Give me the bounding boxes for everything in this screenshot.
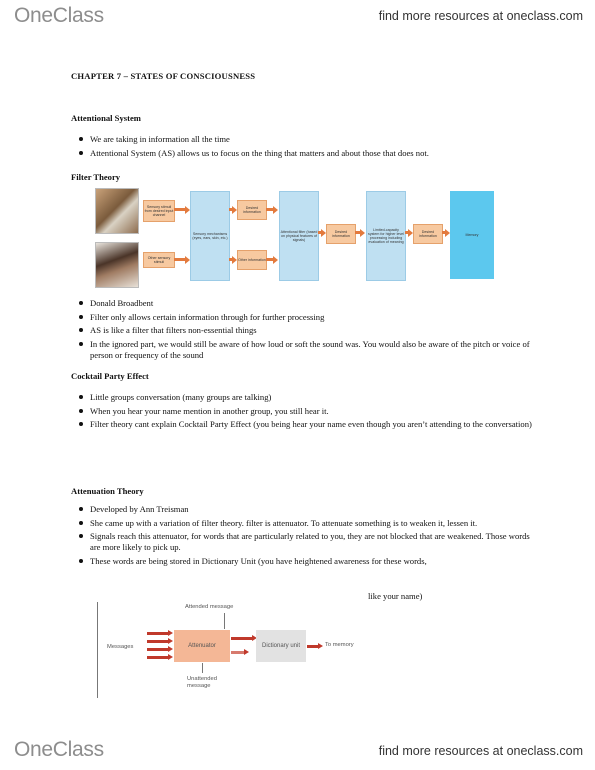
heading-cocktail-party: Cocktail Party Effect xyxy=(71,371,149,381)
arrow-icon xyxy=(147,640,169,643)
unattended-connector xyxy=(202,663,203,673)
list-item: Developed by Ann Treisman xyxy=(71,504,541,515)
memory-box: Memory xyxy=(450,191,494,279)
list-item: She came up with a variation of filter theory. filter is attenuator. To attenuate something is to weaken it, lessen it. xyxy=(71,518,541,529)
list-item: Attentional System (AS) allows us to focus on the thing that matters and about those that does not. xyxy=(71,148,541,159)
list-item: Filter only allows certain information through for further processing xyxy=(71,312,541,323)
heading-attentional-system: Attentional System xyxy=(71,113,141,123)
oneclass-logo-footer[interactable]: OneClass xyxy=(14,738,104,761)
attentional-filter-box: Attentional filter (based on physical features of signals) xyxy=(279,191,319,281)
arrow-icon xyxy=(355,231,361,234)
reading-photo xyxy=(95,188,139,234)
arrow-icon xyxy=(174,258,186,261)
filter-theory-diagram xyxy=(95,186,495,292)
desired-information-box-2: Desired information xyxy=(326,224,356,244)
other-information-box: Other information xyxy=(237,250,267,270)
resources-link[interactable]: find more resources at oneclass.com xyxy=(378,9,583,23)
list-item: When you hear your name mention in another group, you still hear it. xyxy=(71,406,541,417)
arrow-icon xyxy=(231,651,245,654)
list-item: We are taking in information all the time xyxy=(71,134,541,145)
list-item: Filter theory cant explain Cocktail Party Effect (you being hear your name even though you aren’t attending to the conversation) xyxy=(71,419,541,430)
list-item: These words are being stored in Dictionary Unit (you have heightened awareness for these words, xyxy=(71,556,541,567)
arrow-icon xyxy=(147,648,169,651)
to-memory-label: To memory xyxy=(325,642,354,648)
list-item: Donald Broadbent xyxy=(71,298,541,309)
messages-label: Messages xyxy=(107,644,134,650)
attended-connector xyxy=(224,613,225,629)
sensory-mechanisms-box: Sensory mechanisms (eyes, ears, skin, etc.) xyxy=(190,191,230,281)
attended-message-label: Attended message xyxy=(185,604,234,610)
chapter-title: CHAPTER 7 – STATES OF CONSCIOUSNESS xyxy=(71,71,256,81)
arrow-icon xyxy=(266,258,274,261)
page-header xyxy=(0,0,595,36)
list-item: In the ignored part, we would still be aware of how loud or soft the sound was. You would also be aware of the pitch or voice of person or frequency of the sound xyxy=(71,339,541,360)
dictionary-unit-box: Dictionary unit xyxy=(256,630,306,662)
arrow-icon xyxy=(405,231,409,234)
heading-filter-theory: Filter Theory xyxy=(71,172,121,182)
arrow-icon xyxy=(147,656,169,659)
list-item: Little groups conversation (many groups are talking) xyxy=(71,392,541,403)
arrow-icon xyxy=(318,231,322,234)
unattended-message-label: Unattended message xyxy=(187,676,217,689)
limited-capacity-box: Limited-capacity system for higher level processing including evaluation of meaning xyxy=(366,191,406,281)
attenuation-diagram xyxy=(97,600,467,700)
page-footer xyxy=(0,736,595,770)
sensory-selected-box: Sensory stimuli from desired input channel xyxy=(143,200,175,222)
list-item: Signals reach this attenuator, for words that are particularly related to you, they are not blocked that are weakened. Those words are more likely to pick up. xyxy=(71,531,541,552)
desired-information-box: Desired information xyxy=(237,200,267,220)
arrow-icon xyxy=(174,208,186,211)
continuation-text: like your name) xyxy=(368,591,423,601)
other-sensory-box: Other sensory stimuli xyxy=(143,252,175,268)
heading-attenuation-theory: Attenuation Theory xyxy=(71,486,144,496)
arrow-icon xyxy=(266,208,274,211)
diagram-divider xyxy=(97,602,98,698)
arrow-icon xyxy=(231,637,253,640)
attenuation-theory-list xyxy=(71,504,541,570)
arrow-icon xyxy=(307,645,319,648)
arrow-icon xyxy=(442,231,446,234)
filter-theory-list xyxy=(71,298,541,364)
attentional-system-list xyxy=(71,134,541,161)
arrow-icon xyxy=(147,632,169,635)
resources-link-footer[interactable]: find more resources at oneclass.com xyxy=(378,744,583,758)
person-photo xyxy=(95,242,139,288)
list-item: AS is like a filter that filters non-essential things xyxy=(71,325,541,336)
desired-information-box-3: Desired information xyxy=(413,224,443,244)
attenuator-box: Attenuator xyxy=(174,630,230,662)
cocktail-party-list xyxy=(71,392,541,433)
arrow-icon xyxy=(229,208,233,211)
oneclass-logo[interactable]: OneClass xyxy=(14,4,104,27)
arrow-icon xyxy=(229,258,233,261)
